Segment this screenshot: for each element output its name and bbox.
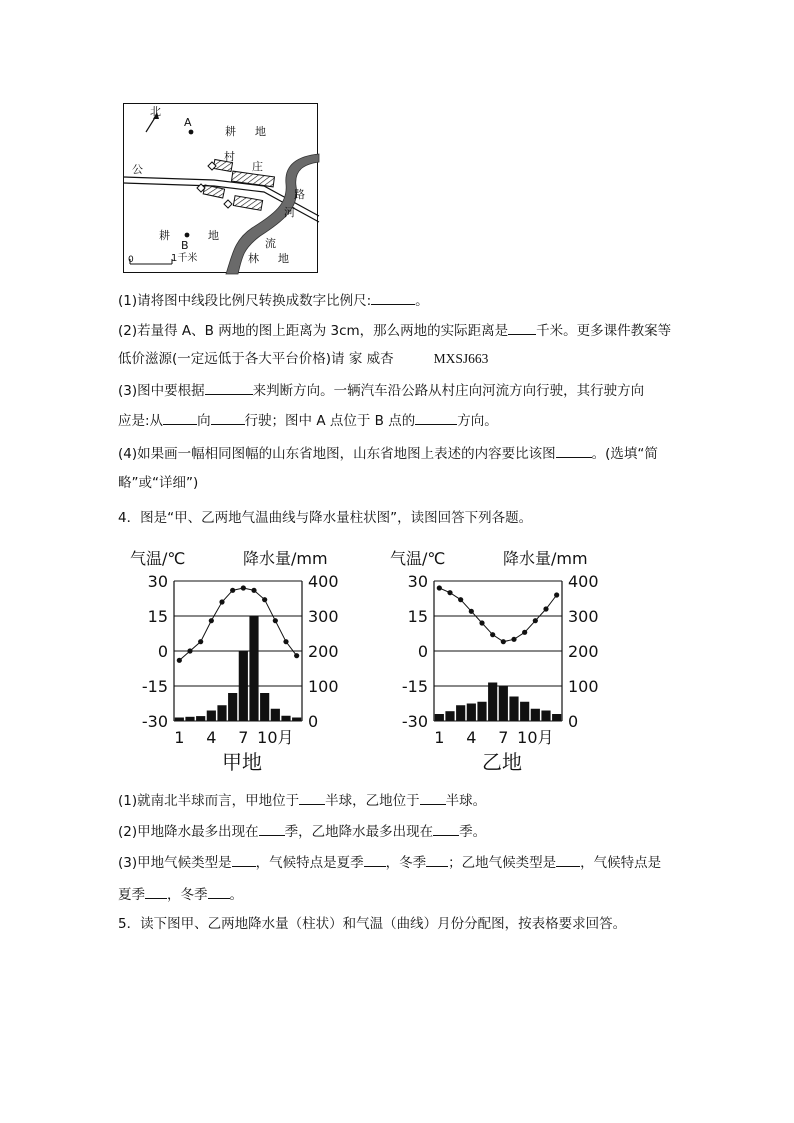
q4-text: 。: [229, 887, 243, 903]
temperature-point: [187, 648, 192, 653]
temperature-point: [447, 590, 452, 595]
q4-text: ，气候特点是夏季: [255, 855, 364, 871]
precipitation-bar: [552, 714, 561, 721]
forest-label-2: 地: [278, 252, 289, 265]
q3-text: 行驶；图中 A 点位于 B 点的: [244, 413, 416, 429]
month-tick-label: 7: [498, 728, 509, 747]
precip-tick-label: 300: [308, 607, 339, 626]
month-tick-label: 4: [466, 728, 477, 747]
temp-tick-label: 15: [407, 607, 428, 626]
q4-sub-2: [118, 821, 486, 842]
temp-tick-label: -15: [401, 677, 428, 696]
answer-blank[interactable]: [426, 852, 448, 867]
precipitation-bar: [175, 718, 184, 722]
q3-code: MXSJ663: [433, 351, 489, 366]
q3-line-3: [118, 349, 488, 369]
answer-blank[interactable]: [299, 790, 325, 805]
q3-text: 应是:从: [118, 413, 164, 429]
q4-text: ；乙地气候类型是: [448, 855, 557, 871]
answer-blank[interactable]: [415, 410, 457, 425]
road-label-1: 公: [132, 163, 143, 176]
precip-tick-label: 400: [568, 572, 599, 591]
point-b-dot: [185, 233, 190, 238]
month-tick-label: 4: [206, 728, 217, 747]
answer-blank[interactable]: [364, 852, 386, 867]
temp-tick-label: 30: [407, 572, 428, 591]
month-tick-label: 1: [434, 728, 445, 747]
q4-text: (3)甲地气候类型是: [118, 855, 232, 871]
temperature-point: [219, 599, 224, 604]
precipitation-bar: [467, 704, 476, 722]
answer-blank[interactable]: [556, 852, 580, 867]
temperature-point: [273, 618, 278, 623]
temp-tick-label: 30: [147, 572, 168, 591]
precipitation-bar: [445, 711, 454, 721]
temp-tick-label: -30: [141, 712, 168, 731]
q3-text: 向: [197, 413, 211, 429]
temp-axis-title: 气温/℃: [130, 549, 186, 568]
river-label-1: 河: [284, 206, 295, 219]
precipitation-bar: [509, 697, 518, 722]
temperature-point: [177, 658, 182, 663]
point-a-label: A: [184, 116, 192, 129]
map-drawing: [124, 104, 319, 274]
q3-text: 来判断方向。一辆汽车沿公路从村庄向河流方向行驶，其行驶方向: [252, 383, 645, 399]
precipitation-bar: [520, 702, 529, 721]
answer-blank[interactable]: [163, 410, 197, 425]
q3-text: 略”或“详细”): [118, 475, 199, 491]
q4-text: 半球，乙地位于: [325, 793, 420, 809]
answer-blank[interactable]: [371, 290, 415, 305]
q3-line-1: [118, 290, 429, 311]
q4-sub-3: [118, 852, 661, 873]
q3-text: 方向。: [457, 413, 498, 429]
q3-text: 。(选填“简: [591, 446, 658, 462]
temperature-point: [230, 588, 235, 593]
q3-line-6: [118, 443, 658, 464]
q4-text: (2)甲地降水最多出现在: [118, 824, 259, 840]
q4-text: ，冬季: [167, 887, 208, 903]
precipitation-bar: [239, 651, 248, 721]
village-label-2: 庄: [252, 160, 263, 173]
temperature-point: [522, 630, 527, 635]
temperature-point: [533, 618, 538, 623]
answer-blank[interactable]: [211, 410, 245, 425]
q3-text: (3)图中要根据: [118, 383, 205, 399]
chart-caption: 甲地: [222, 750, 262, 774]
temperature-point: [490, 632, 495, 637]
temperature-line: [179, 588, 296, 660]
precip-tick-label: 100: [308, 677, 339, 696]
answer-blank[interactable]: [232, 852, 256, 867]
answer-blank[interactable]: [420, 790, 446, 805]
temperature-point: [458, 597, 463, 602]
q4-text: 季，乙地降水最多出现在: [284, 824, 434, 840]
precipitation-bar: [541, 711, 550, 722]
temperature-point: [294, 653, 299, 658]
answer-blank[interactable]: [205, 380, 253, 395]
scale-zero-label: 0: [128, 255, 134, 265]
q3-text: 。: [415, 293, 429, 309]
north-label: 北: [150, 105, 161, 118]
road-label-2: 路: [294, 188, 305, 201]
q4-text: ，气候特点是: [580, 855, 662, 871]
map-figure: [123, 103, 318, 273]
precip-tick-label: 300: [568, 607, 599, 626]
climate-chart-yi: [378, 538, 598, 778]
q4-text: 季。: [459, 824, 487, 840]
precipitation-bar: [456, 705, 465, 721]
village-block: [232, 171, 275, 187]
q4-text: (1)就南北半球而言，甲地位于: [118, 793, 300, 809]
precipitation-bar: [488, 683, 497, 722]
temperature-point: [554, 592, 559, 597]
q4-text: 半球。: [445, 793, 487, 809]
precip-axis-title: 降水量/mm: [243, 549, 328, 568]
temperature-point: [501, 639, 506, 644]
temperature-point: [262, 597, 267, 602]
precip-tick-label: 100: [568, 677, 599, 696]
temp-tick-label: -15: [141, 677, 168, 696]
precipitation-bar: [217, 705, 226, 721]
precipitation-bar: [435, 714, 444, 721]
village-label-1: 村: [224, 150, 235, 163]
answer-blank[interactable]: [145, 884, 167, 899]
scale-unit-label: 1千米: [171, 253, 198, 264]
precipitation-bar: [292, 718, 301, 722]
precip-tick-label: 400: [308, 572, 339, 591]
temperature-point: [198, 639, 203, 644]
temperature-point: [283, 639, 288, 644]
temperature-point: [209, 618, 214, 623]
precipitation-bar: [196, 716, 205, 721]
precipitation-bar: [477, 702, 486, 721]
answer-blank[interactable]: [508, 320, 536, 335]
q3-text: 千米。更多课件教案等: [536, 323, 672, 339]
precipitation-bar: [228, 693, 237, 721]
q3-line-2: [118, 320, 671, 341]
point-b-label: B: [181, 239, 189, 252]
temperature-point: [437, 585, 442, 590]
temp-tick-label: 0: [157, 642, 168, 661]
temp-tick-label: 15: [147, 607, 168, 626]
month-tick-label: 10月: [517, 728, 554, 747]
precip-tick-label: 0: [568, 712, 579, 731]
answer-blank[interactable]: [556, 443, 592, 458]
q3-text: (2)若量得 A、B 两地的图上距离为 3cm，那么两地的实际距离是: [118, 323, 509, 339]
month-tick-label: 10月: [257, 728, 294, 747]
precipitation-bar: [185, 717, 194, 721]
temp-axis-title: 气温/℃: [390, 549, 446, 568]
q5-title: 5．读下图甲、乙两地降水量（柱状）和气温（曲线）月份分配图，按表格要求回答。: [118, 916, 627, 932]
precipitation-bar: [499, 686, 508, 721]
farmland-label-1: 耕: [225, 125, 236, 138]
farmland-label-2: 地: [255, 125, 266, 138]
temperature-point: [469, 609, 474, 614]
q3-line-4: [118, 380, 644, 401]
temperature-point: [251, 588, 256, 593]
river-label-2: 流: [265, 237, 276, 250]
temperature-point: [479, 620, 484, 625]
village-block: [233, 196, 262, 211]
point-a-dot: [189, 130, 194, 135]
temp-tick-label: 0: [417, 642, 428, 661]
q4-sub-1: [118, 790, 486, 811]
climate-chart-jia: [118, 538, 339, 778]
precip-tick-label: 200: [568, 642, 599, 661]
q4-text: 夏季: [118, 887, 145, 903]
month-tick-label: 1: [174, 728, 185, 747]
precipitation-bar: [260, 693, 269, 721]
precipitation-bar: [271, 709, 280, 721]
q3-text: 低价滋源(一定远低于各大平台价格)请 家 威杏: [118, 351, 394, 367]
farmland-label-3: 耕: [159, 229, 170, 242]
temperature-point: [543, 606, 548, 611]
answer-blank[interactable]: [259, 821, 285, 836]
house-icon: [224, 200, 232, 208]
chart-caption: 乙地: [482, 750, 522, 774]
temperature-point: [241, 585, 246, 590]
temperature-point: [511, 637, 516, 642]
forest-label-1: 林: [248, 252, 259, 265]
temp-tick-label: -30: [401, 712, 428, 731]
q3-text: (4)如果画一幅相同图幅的山东省地图，山东省地图上表述的内容要比该图: [118, 446, 556, 462]
q4-sub-4: [118, 884, 243, 905]
precip-tick-label: 200: [308, 642, 339, 661]
month-tick-label: 7: [238, 728, 249, 747]
precip-tick-label: 0: [308, 712, 319, 731]
precipitation-bar: [281, 716, 290, 721]
precipitation-bar: [207, 711, 216, 722]
precipitation-bar: [531, 709, 540, 721]
q4-text: ，冬季: [385, 855, 427, 871]
farmland-label-4: 地: [208, 229, 219, 242]
temperature-line: [439, 588, 556, 642]
q4-title: 4．图是“甲、乙两地气温曲线与降水量柱状图”，读图回答下列各题。: [118, 510, 533, 526]
precipitation-bar: [249, 616, 258, 721]
precip-axis-title: 降水量/mm: [503, 549, 588, 568]
q3-text: (1)请将图中线段比例尺转换成数字比例尺:: [118, 293, 372, 309]
q3-line-5: [118, 410, 498, 431]
q3-line-7: [118, 473, 198, 493]
answer-blank[interactable]: [433, 821, 459, 836]
answer-blank[interactable]: [208, 884, 230, 899]
